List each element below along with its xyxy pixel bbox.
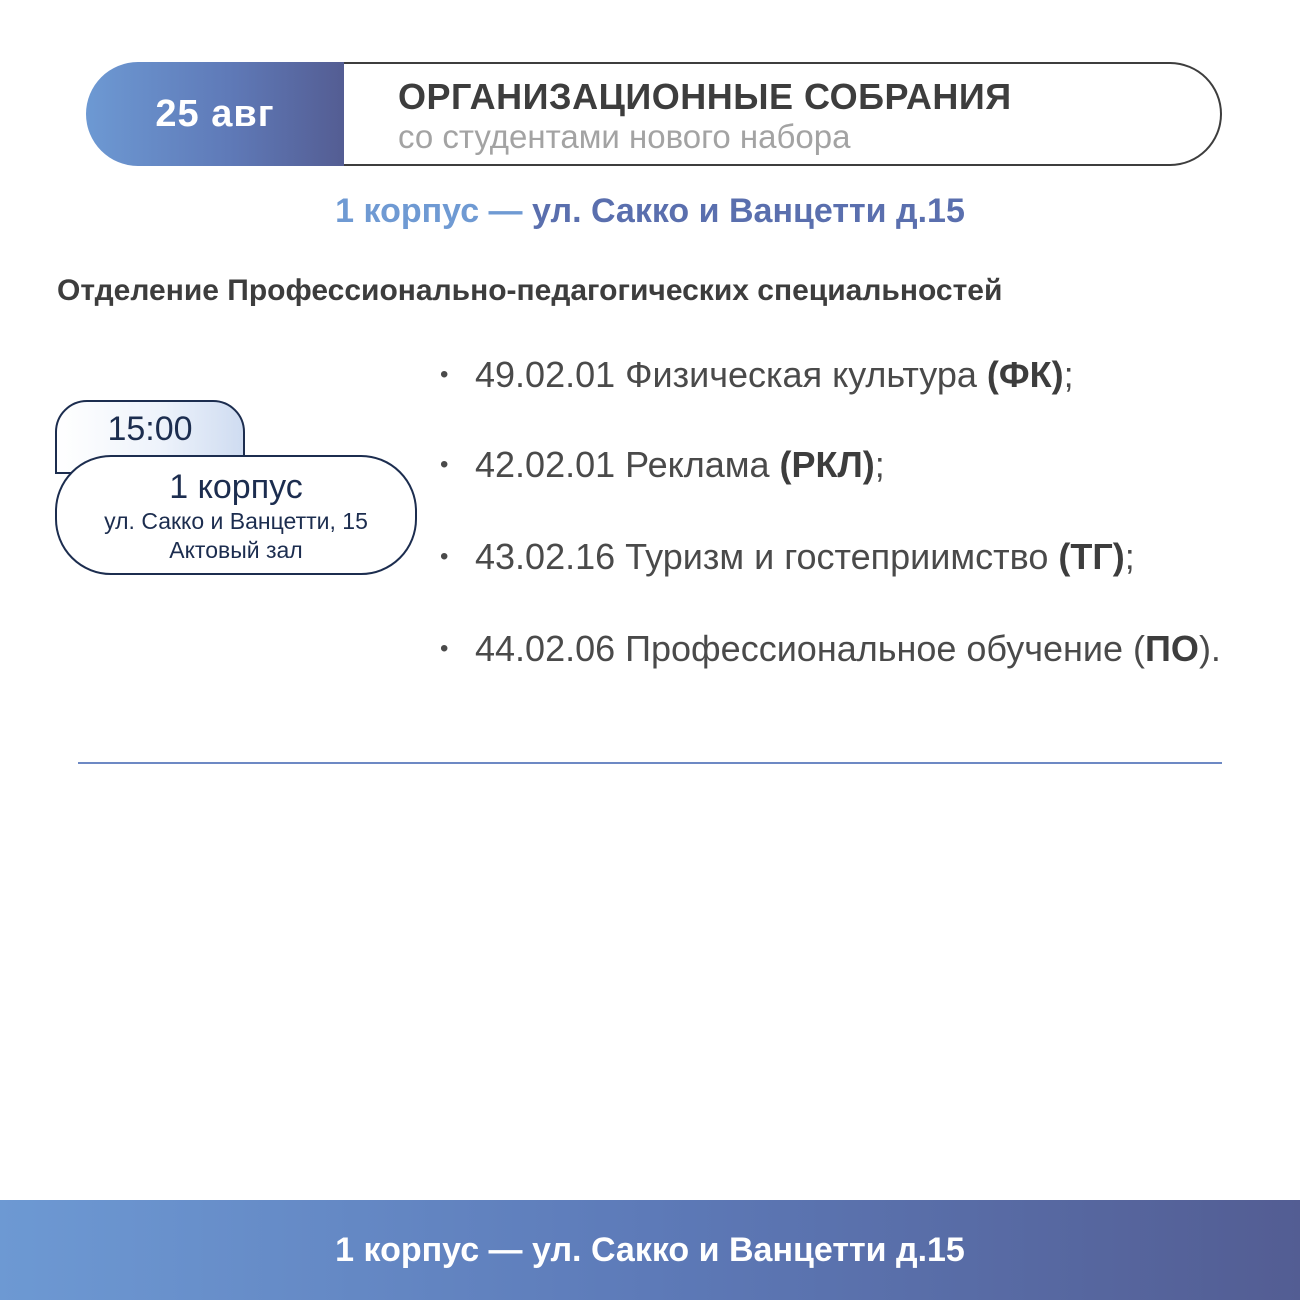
list-item <box>440 352 1270 398</box>
location-card <box>55 455 417 575</box>
location-building: 1 корпус <box>169 468 303 506</box>
bullet-icon: • <box>440 361 449 388</box>
specialty-suffix: ; <box>1063 354 1074 395</box>
date-badge: 25 авг <box>86 62 344 166</box>
specialty-name: 43.02.16 Туризм и гостеприимство <box>475 536 1059 577</box>
bullet-icon: • <box>440 451 449 478</box>
location-address: ул. Сакко и Ванцетти, 15 <box>104 508 368 534</box>
specialty-name: 42.02.01 Реклама <box>475 444 780 485</box>
list-item <box>440 626 1270 672</box>
specialty-list <box>440 352 1270 672</box>
list-item <box>440 534 1270 580</box>
specialty-code: (РКЛ) <box>779 444 875 485</box>
list-item <box>440 442 1270 488</box>
event-subtitle: со студентами нового набора <box>398 118 851 155</box>
bullet-icon: • <box>440 635 449 662</box>
specialty-code: (ФК) <box>986 354 1064 395</box>
meeting-time: 15:00 <box>107 410 193 448</box>
specialty-name: 49.02.01 Физическая культура <box>475 354 987 395</box>
specialty-name: 44.02.06 Профессиональное обучение ( <box>475 628 1146 669</box>
footer-banner <box>0 1200 1300 1300</box>
event-title: ОРГАНИЗАЦИОННЫЕ СОБРАНИЯ <box>398 76 1012 117</box>
specialty-suffix: ). <box>1198 628 1221 669</box>
specialty-suffix: ; <box>1124 536 1135 577</box>
section-divider <box>78 762 1222 764</box>
specialty-code: ПО <box>1145 628 1199 669</box>
specialty-suffix: ; <box>874 444 885 485</box>
campus-heading-address: ул. Сакко и Ванцетти д.15 <box>532 192 965 230</box>
department-title: Отделение Профессионально-педагогических специальностей <box>57 274 1003 307</box>
campus-heading <box>0 192 1300 231</box>
event-header <box>86 62 1222 166</box>
footer-address: 1 корпус — ул. Сакко и Ванцетти д.15 <box>335 1230 965 1269</box>
specialty-code: (ТГ) <box>1058 536 1125 577</box>
bullet-icon: • <box>440 543 449 570</box>
campus-heading-building: 1 корпус — <box>335 192 533 230</box>
location-room: Актовый зал <box>169 537 303 563</box>
